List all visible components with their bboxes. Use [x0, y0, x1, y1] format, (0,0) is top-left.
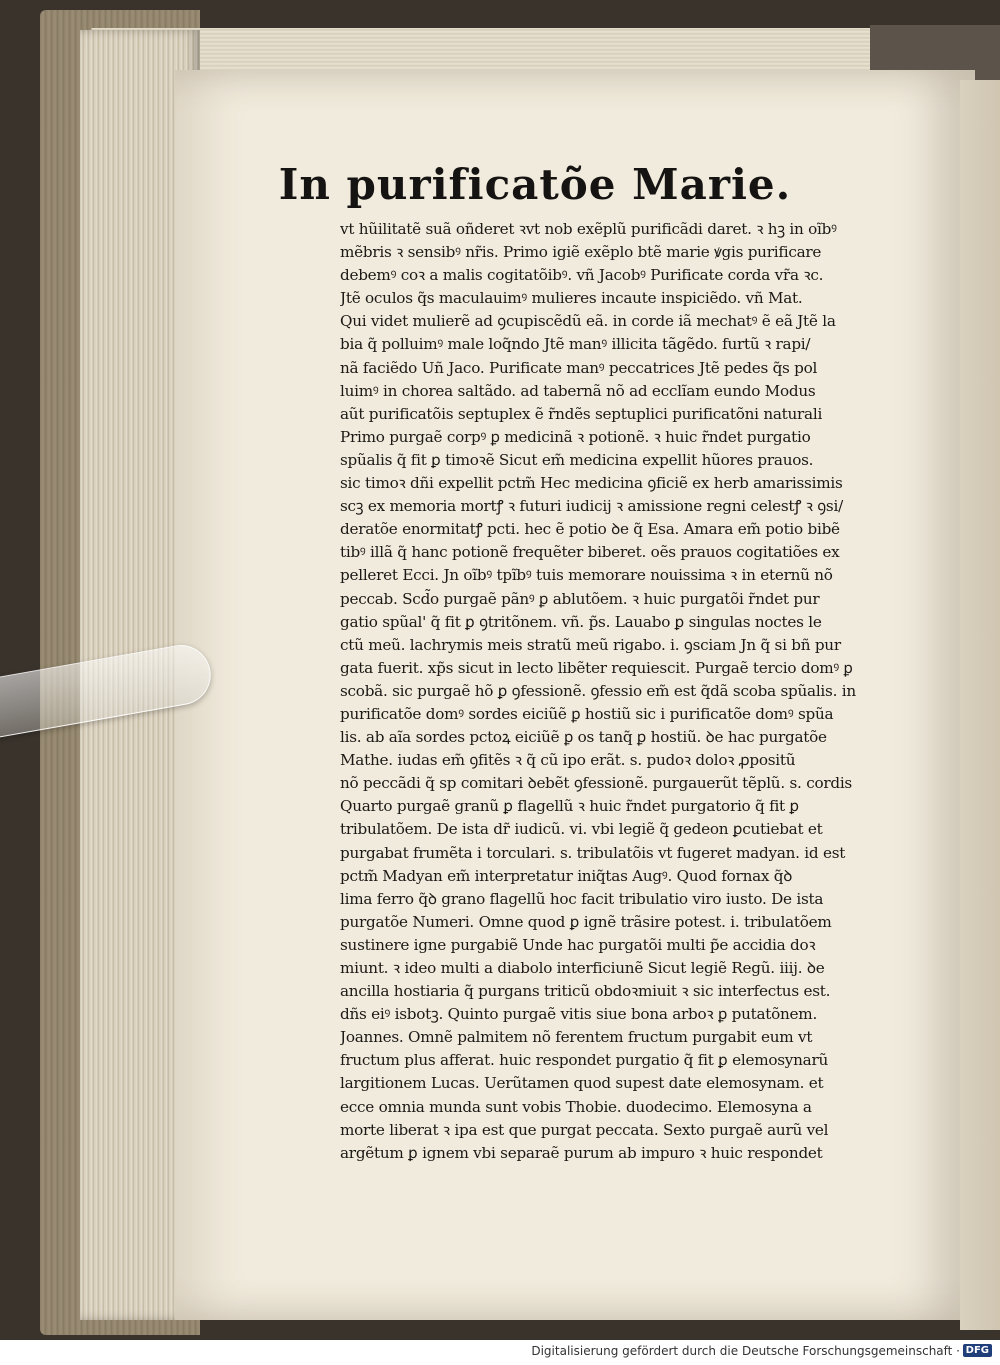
text-line: miunt. ꝛ ideo multi a diabolo interficiunẽ Sicut legiẽ Regũ. iiij. ꝺe — [340, 959, 825, 977]
text-line: purgabat frumẽta i torculari. s. tribulatõis vt fugeret madyan. id est — [340, 843, 846, 862]
text-line: scobã. sic purgaẽ hõ ꝑ ꝯfessionẽ. ꝯfessio em̃ est q̃dã scoba spũalis. in — [340, 681, 856, 700]
text-line: purgatõe Numeri. Omne quod ꝑ ignẽ trãsire potest. i. tribulatõem — [340, 912, 832, 931]
text-line: ancilla hostiaria q̃ purgans triticũ obdoꝛmiuit ꝛ sic interfectus est. — [340, 982, 831, 1001]
text-line: spũalis q̃ fit ꝑ timoꝛẽ Sicut em̃ medicina expellit hũores prauos. — [340, 450, 814, 469]
text-line: scꝫ ex memoria mortꝭ ꝛ futuri iudicij ꝛ amissione regni celestꝭ ꝛ ꝯsi/ — [340, 497, 843, 516]
text-line: gatio spũal' q̃ fit ꝑ ꝯtritõnem. vñ. p̃s. Lauabo ꝑ singulas noctes le — [340, 612, 822, 631]
text-line: vt hũilitatẽ suã oñderet ꝛvt nob exẽplũ purificãdi daret. ꝛ hꝫ in oĩbꝰ — [340, 220, 837, 238]
text-line: peccab. Scd̃o purgaẽ pãnꝰ ꝑ ablutõem. ꝛ huic purgatõi r̃ndet pur — [340, 589, 820, 608]
text-line: morte liberat ꝛ ipa est que purgat peccata. Sexto purgaẽ aurũ vel — [340, 1120, 829, 1139]
text-line: nõ peccãdi q̃ sp comitari ꝺebẽt ꝯfessionẽ. purgauerũt tẽplũ. s. cordis — [340, 774, 852, 793]
text-line: aũt purificatõis septuplex ẽ r̃ndẽs septuplici purificatõni naturali — [340, 404, 823, 423]
text-line: debemꝰ coꝛ a malis cogitatõibꝰ. vñ Jacobꝰ Purificate corda vr̃a ꝛc. — [340, 266, 824, 285]
text-line: ctũ meũ. lachrymis meis stratũ meũ rigabo. i. ꝯsciam Jn q̃ si bñ pur — [340, 635, 841, 654]
text-line: purificatõe domꝰ sordes eiciũẽ ꝑ hostiũ sic i purificatõe domꝰ spũa — [340, 704, 834, 723]
text-line: deratõe enormitatꝭ pcti. hec ẽ potio ꝺe q̃ Esa. Amara em̃ potio bibẽ — [340, 520, 840, 539]
text-line: mẽbris ꝛ sensibꝰ nr̃is. Primo igiẽ exẽplo btẽ marie ꝟgis purificare — [340, 243, 822, 262]
dfg-logo-icon: DFG — [963, 1344, 992, 1357]
text-line: Primo purgaẽ corpꝰ ꝑ medicinã ꝛ potionẽ. ꝛ huic r̃ndet purgatio — [340, 427, 811, 446]
text-line: bia q̃ polluimꝰ male loq̃ndo Jtẽ manꝰ illicita tãgẽdo. furtũ ꝛ rapi/ — [340, 335, 811, 354]
footer-credit: Digitalisierung gefördert durch die Deutsche Forschungsgemeinschaft · — [531, 1344, 960, 1358]
text-line: sustinere igne purgabiẽ Unde hac purgatõi multi p̃e accidia doꝛ — [340, 935, 816, 954]
text-line: sic timoꝛ dñi expellit pctm̃ Hec medicina ꝯficiẽ ex herb amarissimis — [340, 474, 843, 493]
text-line: Qui videt mulierẽ ad ꝯcupiscẽdũ eã. in corde iã mechatꝰ ẽ eã Jtẽ la — [340, 312, 836, 331]
text-line: nã faciẽdo Uñ Jaco. Purificate manꝰ peccatrices Jtẽ pedes q̃s pol — [340, 358, 818, 377]
footer-bar — [0, 1340, 1000, 1365]
text-line: gata fuerit. xp̃s sicut in lecto libẽter requiescit. Purgaẽ tercio domꝰ ꝑ — [340, 658, 853, 677]
right-page-edge — [960, 80, 1000, 1330]
page-heading: In purificatõe Marie. — [278, 160, 792, 209]
text-line: Jtẽ oculos q̃s maculauimꝰ mulieres incaute inspiciẽdo. vñ Mat. — [340, 289, 803, 308]
text-line: lima ferro q̃ꝺ grano flagellũ hoc facit tribulatio viro iusto. De ista — [340, 889, 824, 908]
text-line: largitionem Lucas. Uerũtamen quod supest date elemosynam. et — [340, 1074, 824, 1093]
text-line: tibꝰ illã q̃ hanc potionẽ frequẽter biberet. oẽs prauos cogitatiões ex — [340, 543, 840, 562]
text-line: ecce omnia munda sunt vobis Thobie. duodecimo. Elemosyna a — [340, 1097, 812, 1116]
text-line: lis. ab aĩa sordes pctoꝝ eiciũẽ ꝑ os tanq̃ ꝑ hostiũ. ꝺe hac purgatõe — [340, 728, 827, 747]
text-line: pelleret Ecci. Jn oĩbꝰ tpĩbꝰ tuis memorare nouissima ꝛ in eternũ nõ — [340, 566, 833, 585]
text-line: tribulatõem. De ista dr̃ iudicũ. vi. vbi legiẽ q̃ gedeon ꝑcutiebat et — [340, 820, 823, 839]
text-line: Quarto purgaẽ granũ ꝑ flagellũ ꝛ huic r̃ndet purgatorio q̃ fit ꝑ — [340, 797, 799, 816]
text-line: pctm̃ Madyan em̃ interpretatur iniq̃tas Augꝰ. Quod fornax q̃ꝺ — [340, 866, 793, 885]
text-line: argẽtum ꝑ ignem vbi separaẽ purum ab impuro ꝛ huic respondet — [340, 1143, 823, 1162]
text-line: Mathe. iudas em̃ ꝯfitẽs ꝛ q̃ cũ ipo erãt. s. pudoꝛ doloꝛ ꝓpositũ — [340, 751, 796, 770]
text-line: Joannes. Omnẽ palmitem nõ ferentem fructum purgabit eum vt — [340, 1028, 813, 1047]
text-line: luimꝰ in chorea saltãdo. ad tabernã nõ ad ecclĩam eundo Modus — [340, 381, 816, 400]
text-line: fructum plus afferat. huic respondet purgatio q̃ fit ꝑ elemosynarũ — [340, 1051, 828, 1070]
text-line: dñs eiꝰ isbotꝫ. Quinto purgaẽ vitis siue bona arboꝛ ꝑ putatõnem. — [340, 1005, 818, 1024]
body-text — [340, 218, 880, 1165]
